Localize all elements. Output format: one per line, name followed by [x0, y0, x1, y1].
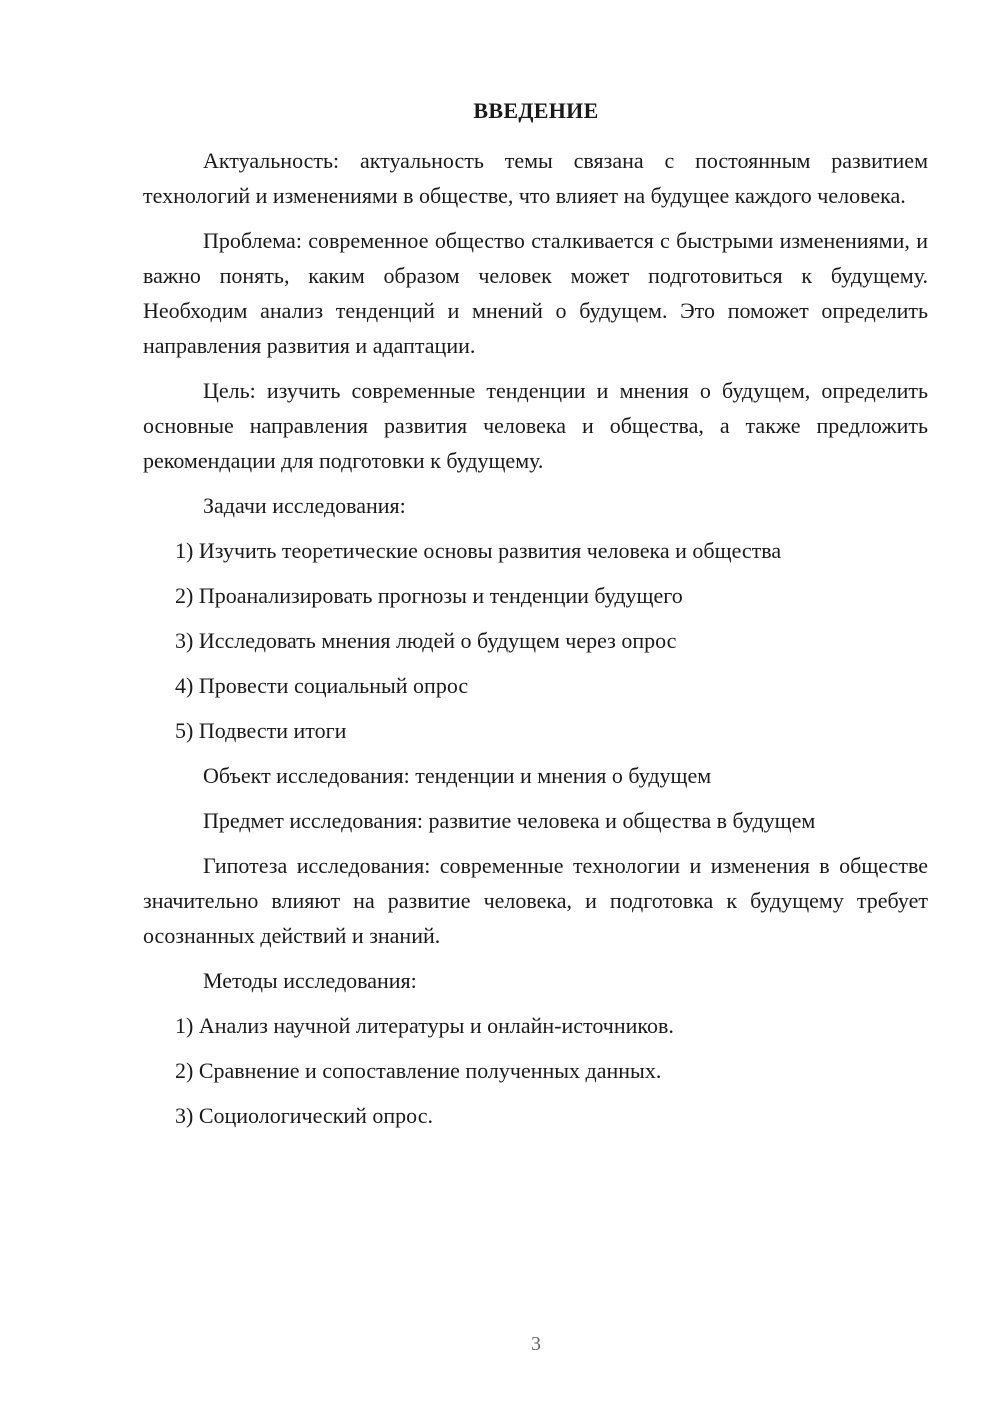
problem-paragraph: Проблема: современное общество сталкивается с быстрыми изменениями, и важно понять, каким образом человек может подготовиться к будущему. Необходим анализ тенденций и мнений о будущем. Это поможет определить направления развития и адаптации.: [143, 228, 928, 358]
hypothesis-paragraph: Гипотеза исследования: современные технологии и изменения в обществе значительно влияют на развитие человека, и подготовка к будущему требует осознанных действий и знаний.: [143, 853, 928, 948]
subject-line: Предмет исследования: развитие человека и общества в будущем: [203, 808, 816, 833]
task-item: 3) Исследовать мнения людей о будущем через опрос: [175, 628, 677, 653]
object-line: Объект исследования: тенденции и мнения о будущем: [203, 763, 712, 788]
method-item: 1) Анализ научной литературы и онлайн-источников.: [175, 1013, 674, 1038]
method-item: 2) Сравнение и сопоставление полученных данных.: [175, 1058, 662, 1083]
task-item: 1) Изучить теоретические основы развития человека и общества: [175, 538, 782, 563]
task-item: 2) Проанализировать прогнозы и тенденции будущего: [175, 583, 683, 608]
page-heading: ВВЕДЕНИЕ: [473, 98, 599, 123]
methods-title: Методы исследования:: [203, 968, 417, 993]
goal-paragraph: Цель: изучить современные тенденции и мнения о будущем, определить основные направления развития человека и общества, а также предложить рекомендации для подготовки к будущему.: [143, 378, 928, 473]
page-number: 3: [531, 1333, 541, 1355]
task-item: 5) Подвести итоги: [175, 718, 347, 743]
task-item: 4) Провести социальный опрос: [175, 673, 469, 698]
relevance-paragraph: Актуальность: актуальность темы связана с постоянным развитием технологий и изменениями в обществе, что влияет на будущее каждого человека.: [143, 148, 928, 208]
method-item: 3) Социологический опрос.: [175, 1103, 433, 1128]
document-body: [143, 143, 928, 1143]
tasks-title: Задачи исследования:: [203, 493, 406, 518]
